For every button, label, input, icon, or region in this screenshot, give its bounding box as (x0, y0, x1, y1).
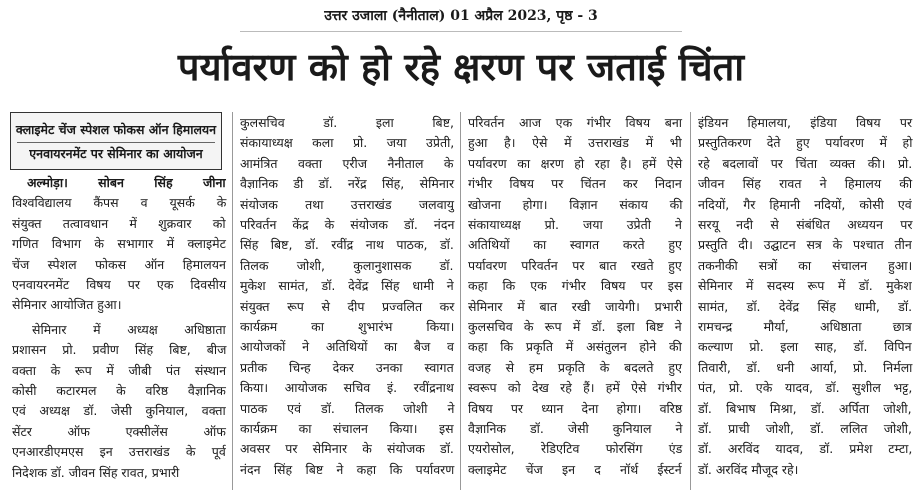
text-line: पंत, प्रो. एके यादव, डॉ. सुशील भट्ट, (698, 380, 913, 396)
text-line: सेमिनार आयोजित हुआ। (12, 297, 122, 313)
text-line: एवं अध्यक्ष डॉ. जेसी कुनियाल, वक्ता (12, 403, 226, 419)
text-line: कुलसचिव के रूप में डॉ. इला बिष्ट ने (468, 319, 682, 334)
text-line: नंदन सिंह बिष्ट ने कहा कि पर्यावरण (240, 461, 455, 477)
text-line: सेमिनार में बात रखी जायेगी। प्रभारी (468, 298, 683, 314)
text-line: प्रतीक चिन्ह देकर उनका स्वागत (240, 359, 454, 375)
text-line: कल्याण प्रो. इला साह, डॉ. विपिन (698, 339, 912, 355)
text-line: कार्यक्रम का संचालन किया। इस (240, 421, 454, 436)
text-line: आमंत्रित वक्ता एरीज नैनीताल के (240, 155, 454, 171)
text-line: खोजना होगा। विज्ञान संकाय की (468, 196, 683, 212)
text-line: सिंह बिष्ट, डॉ. रवींद्र नाथ पाठक, डॉ. (240, 237, 454, 253)
headline: पर्यावरण को हो रहे क्षरण पर जताई चिंता (177, 45, 745, 89)
text-line: पाठक एवं डॉ. तिलक जोशी ने (240, 400, 455, 416)
text-line: संयोजक तथा उत्तराखंड जलवायु (240, 196, 455, 212)
text-line: हुआ है। ऐसे में उत्तराखंड में भी (468, 135, 682, 151)
text-line: डॉ. बिभाष मिश्रा, डॉ. अर्पिता जोशी, (698, 400, 912, 416)
text-line: डॉ. प्राची जोशी, डॉ. ललित जोशी, (698, 421, 912, 436)
subheadline-divider (17, 142, 215, 143)
subheadline-line-2: एनवायरनमेंट पर सेमिनार का आयोजन (29, 146, 203, 161)
text-line: संकायाध्यक्ष प्रो. जया उप्रेती ने (468, 217, 682, 232)
text-line: तिवारी, डॉ. धनी आर्या, प्रो. निर्मला (698, 359, 913, 375)
column-divider (232, 112, 233, 490)
text-line: निदेशक डॉ. जीवन सिंह रावत, प्रभारी (12, 464, 180, 480)
text-line: प्रशासन प्रो. प्रवीण सिंह बिष्ट, बीज (12, 342, 227, 358)
text-line: कहा कि एक गंभीर विषय पर इस (468, 278, 683, 294)
column-divider (690, 112, 691, 490)
text-line: कहा कि प्रकृति में असंतुलन होने की (468, 339, 682, 355)
text-line: वैज्ञानिक डी डॉ. नरेंद्र सिंह, सेमिनार (240, 176, 455, 192)
text-line: मुकेश सामंत, डॉ. देवेंद्र सिंह धामी ने (240, 278, 454, 294)
text-line: विषय पर ध्यान देना होगा। वरिष्ठ (468, 400, 683, 416)
text-line: सेंटर ऑफ एक्सीलेंस ऑफ (12, 423, 226, 439)
text-line: वैज्ञानिक डॉ. जेसी कुनियाल ने (468, 421, 683, 436)
text-line: डॉ. अरविंद मौजूद रहे। (698, 461, 799, 477)
subheadline-line-1: क्लाइमेट चेंज स्पेशल फोकस ऑन हिमालयन (15, 122, 217, 137)
text-line: वजह से हम प्रकृति के बदलते हुए (468, 359, 682, 375)
text-line: सरयू नदी से संबंधित अध्ययन पर (698, 217, 913, 232)
text-line: प्रस्तुति दी। उद्घाटन सत्र के पश्चात तीन (698, 237, 912, 253)
text-line: इंडियन हिमालया, इंडिया विषय पर (698, 115, 913, 130)
text-line: पर्यावरण का क्षरण हो रहा है। हमें ऐसे (468, 155, 683, 171)
text-line: सेमिनार में अध्यक्ष अधिष्ठाता (32, 321, 226, 337)
text-line: अल्मोड़ा। सोबन सिंह जीना (27, 175, 226, 190)
text-line: विश्वविद्यालय कैंपस व यूसर्क के (12, 195, 227, 211)
text-line: सामंत, डॉ. देवेंद्र सिंह धामी, डॉ. (698, 298, 913, 314)
text-line: वक्ता के रूप में जीबी पंत संस्थान (12, 362, 227, 378)
text-line: गणित विभाग के सभागार में क्लाइमेट (12, 236, 226, 252)
text-line: चेंज स्पेशल फोकस ऑन हिमालयन (12, 256, 226, 272)
text-line: रहे बदलावों पर चिंता व्यक्त की। प्रो. (698, 155, 913, 171)
text-line: संयुक्त तत्वावधान में शुक्रवार को (12, 215, 226, 231)
dateline: उत्तर उजाला (नैनीताल) 01 अप्रैल 2023, पृष्ठ - 3 (324, 8, 598, 24)
text-line: आयोजकों ने अतिथियों का बैज व (240, 339, 455, 355)
text-line: स्वरूप को देख रहे हैं। हमें ऐसे गंभीर (468, 380, 682, 396)
text-line: नदियों, गैर हिमानी नदियों, कोसी एवं (698, 196, 912, 212)
text-line: अतिथियों का स्वागत करते हुए (468, 237, 682, 253)
subheadline-box (10, 112, 222, 170)
text-line: परिवर्तन केंद्र के संयोजक डॉ. नंदन (240, 217, 455, 232)
text-line: गंभीर विषय पर चिंतन कर निदान (468, 176, 682, 192)
text-line: प्रस्तुतिकरण देते हुए पर्यावरण में हो (698, 135, 913, 151)
text-line: एनवायरनमेंट विषय पर एक दिवसीय (12, 277, 227, 292)
text-line: संकायाध्यक्ष कला प्रो. जया उप्रेती, (240, 135, 455, 151)
text-line: कुलसचिव डॉ. इला बिष्ट, (240, 115, 454, 130)
text-line: संयुक्त रूप से दीप प्रज्वलित कर (240, 298, 455, 314)
text-line: तिलक जोशी, कुलानुशासक डॉ. (240, 257, 454, 273)
text-line: किया। आयोजक सचिव इं. रवींद्रनाथ (240, 380, 454, 396)
text-line: जीवन सिंह रावत ने हिमालय की (698, 176, 913, 192)
text-line: एनआरडीएमएस इन उत्तराखंड के पूर्व (12, 444, 226, 460)
text-line: पर्यावरण परिवर्तन पर बात रखते हुए (468, 257, 682, 273)
text-line: कोसी कटारमल के वरिष्ठ वैज्ञानिक (12, 383, 226, 398)
dateline-rule (240, 31, 682, 32)
text-line: अवसर पर सेमिनार के संयोजक डॉ. (240, 441, 454, 457)
text-line: तकनीकी सत्रों का संचालन हुआ। (698, 257, 913, 273)
text-line: क्लाइमेट चेंज इन द नॉर्थ ईस्टर्न (468, 461, 682, 477)
text-line: परिवर्तन आज एक गंभीर विषय बना (468, 115, 683, 130)
text-line: सेमिनार में सदस्य रूप में डॉ. मुकेश (698, 278, 912, 294)
text-line: एयरोसोल, रेडिएटिव फोरसिंग एंड (468, 441, 683, 457)
column-divider (460, 112, 461, 490)
text-line: कार्यक्रम का शुभारंभ किया। (240, 319, 455, 334)
text-line: रामचन्द्र मौर्या, अधिष्ठाता छात्र (698, 319, 912, 334)
text-line: डॉ. अरविंद यादव, डॉ. प्रमेश टम्टा, (698, 441, 913, 457)
